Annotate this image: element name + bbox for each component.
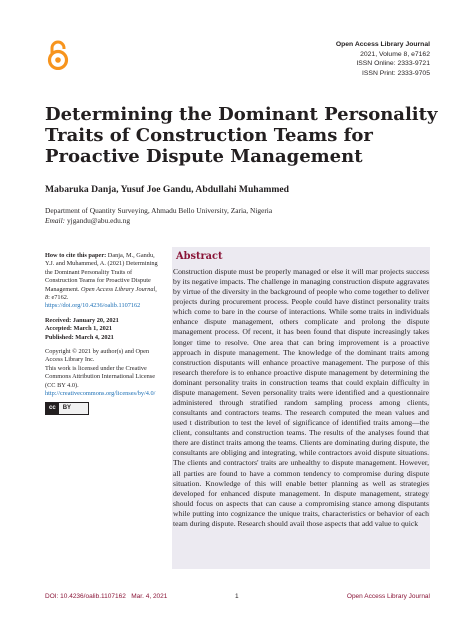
- by-icon: BY: [62, 404, 72, 411]
- email-address[interactable]: yjgandu@abu.edu.ng: [66, 216, 131, 225]
- published-date: Published: March 4, 2021: [45, 333, 114, 341]
- paper-title: Determining the Dominant Personality Traits of Construction Teams for Proactive Dispute Management: [45, 104, 438, 167]
- citation: [45, 252, 163, 302]
- email-line: [45, 216, 272, 226]
- doi-link[interactable]: https://doi.org/10.4236/oalib.1107162: [45, 302, 141, 310]
- cc-icon: cc: [46, 403, 59, 414]
- copyright-text: Copyright © 2021 by author(s) and Open Access Library Inc.: [45, 348, 150, 364]
- license-text: This work is licensed under the Creative Commons Attribution International License (CC BY 4.0).: [45, 364, 156, 389]
- issn-online: ISSN Online: 2333-9721: [356, 60, 430, 68]
- footer-doi-date: [45, 593, 167, 600]
- article-sidebar: [45, 252, 163, 415]
- footer-journal: Open Access Library Journal: [346, 593, 430, 600]
- page-number: 1: [235, 593, 239, 600]
- license-link[interactable]: http://creativecommons.org/licenses/by/4.0/: [45, 390, 156, 398]
- footer-doi: DOI: 10.4236/oalib.1107162: [45, 593, 126, 600]
- affiliation: [45, 206, 272, 226]
- footer-date: Mar. 4, 2021: [131, 593, 168, 600]
- author-list: Mabaruka Danja, Yusuf Joe Gandu, Abdullahi Muhammed: [45, 184, 289, 195]
- email-label: Email:: [45, 216, 66, 225]
- abstract-heading: Abstract: [176, 251, 223, 262]
- received-date: Received: January 20, 2021: [45, 316, 119, 324]
- journal-volume: 2021, Volume 8, e7162: [360, 50, 430, 58]
- cc-by-badge[interactable]: [45, 402, 89, 415]
- citation-label: How to cite this paper:: [45, 252, 107, 259]
- issn-print: ISSN Print: 2333-9705: [361, 69, 430, 77]
- open-access-lock-icon: [45, 40, 71, 70]
- citation-article-no: : e7162.: [48, 294, 69, 302]
- department: Department of Quantity Surveying, Ahmadu Bello University, Zaria, Nigeria: [45, 206, 273, 215]
- journal-info: [336, 40, 430, 78]
- journal-name: Open Access Library Journal: [335, 41, 430, 48]
- abstract-box: [172, 247, 430, 569]
- abstract-text: Construction dispute must be properly managed or else it will mar projects success by its negative impacts. The challenge in managing construction dispute aggravates by virtue of the diversity in the background of people who come together to deliver projects during procurement process. People could have distinct personality traits which come to bare in the course of interactions. While some traits in individuals enhance dispute management, others complicate and prolong the dispute management process. Of recent, it has been found that dispute increasingly takes longer time to resolve. One area that can bring improvement is a proactive approach in dispute management. The knowledge of the dominant traits among construction disputants will enhance proactive management. The purpose of this research therefore is to enhance proactive dispute management by determining the dominant personality traits in construction teams that could explain difficulty in dispute management. Seven personality traits were identified and a questionnaire administered through stratified random sampling process among clients, consultants and contractors teams. The research computed the mean values and used t distribution to test the level of significance of identified traits among—the client, consultants and construction teams. The results of the analyses found that there are distinct traits among the teams. Clients are dominating during dispute, the consultants are obliging and integrating, while contractors avoid dispute situations. The clients and contractors' traits are unhealthy to dispute management. However, all parties are found to have a common tendency to compromise during dispute situation. Knowledge of this will enable better planning as well as strategies developed for enhanced dispute management. In dispute management, strategy should focus on aspects that can cause a compromising stance among disputants while putting into cognizance the unique traits, characteristics or behavior of each team during dispute. Research should avail those aspects that add value to quick: [173, 267, 429, 528]
- citation-journal: Open Access Library Journal, 8: [45, 285, 157, 302]
- citation-text: Danja, M., Gandu, Y.J. and Muhammed, A. (2021) Determining the Dominant Personality Traits of Construction Teams for Proactive Dispute Management.: [45, 252, 158, 293]
- accepted-date: Accepted: March 1, 2021: [45, 325, 113, 333]
